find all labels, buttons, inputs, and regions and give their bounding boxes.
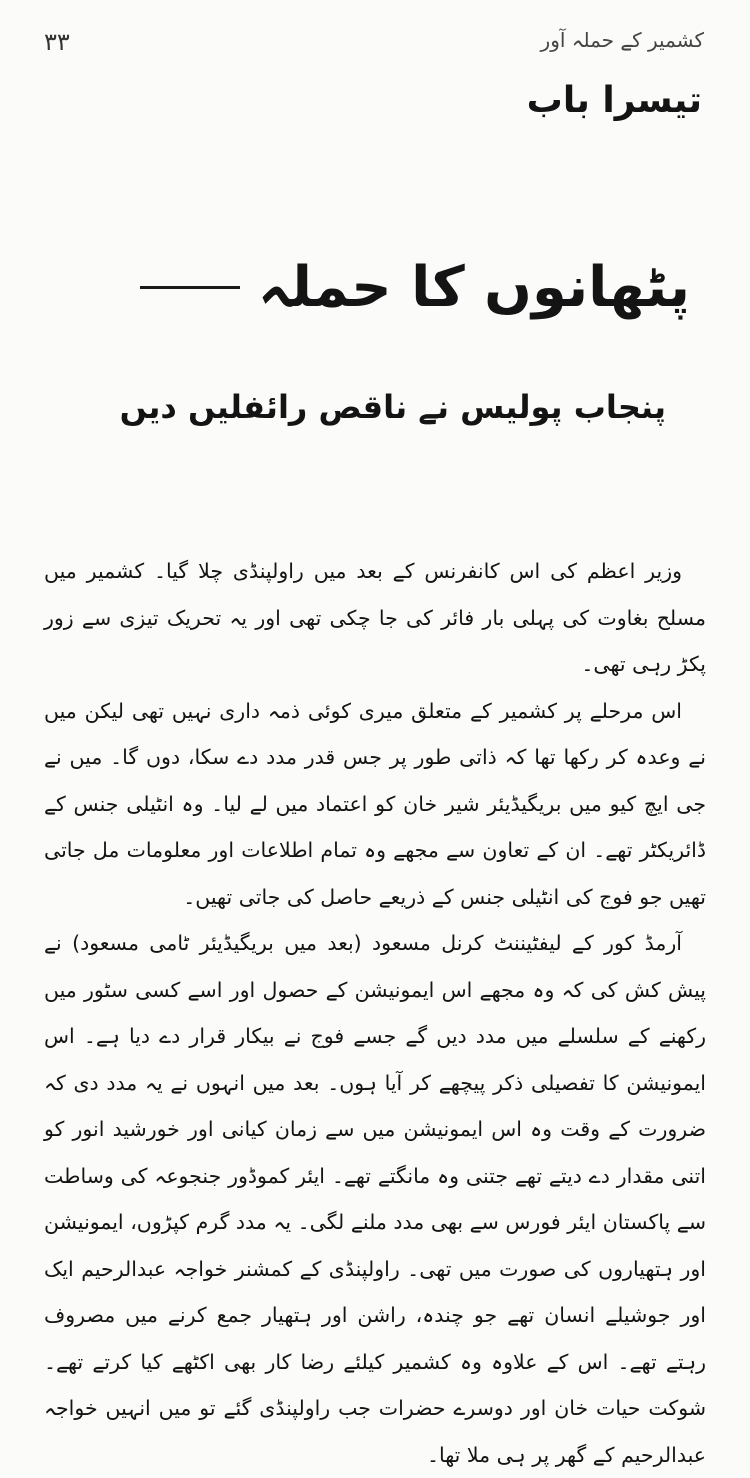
- title-dash: [140, 286, 240, 289]
- section-title-row: [140, 255, 690, 320]
- section-title: پٹھانوں کا حملہ: [258, 255, 690, 320]
- page-number: ۳۳: [44, 28, 70, 56]
- body-text: [44, 548, 706, 1478]
- running-head: کشمیر کے حملہ آور: [540, 28, 704, 52]
- paragraph: وزیر اعظم کی اس کانفرنس کے بعد میں راولپنڈی چلا گیا۔ کشمیر میں مسلح بغاوت کی پہلی بار فائر کی جا چکی تھی اور یہ تحریک تیزی سے زور پکڑ رہی تھی۔: [44, 559, 706, 676]
- chapter-title: تیسرا باب: [526, 80, 702, 121]
- paragraph: اس مرحلے پر کشمیر کے متعلق میری کوئی ذمہ داری نہیں تھی لیکن میں نے وعدہ کر رکھا تھا کہ ذاتی طور پر جس قدر مدد دے سکا، دوں گا۔ میں نے جی ایچ کیو میں بریگیڈیئر شیر خان کو اعتماد میں لے لیا۔ وہ انٹیلی جنس کے ڈائریکٹر تھے۔ ان کے تعاون سے مجھے وہ تمام اطلاعات اور معلومات مل جاتی تھیں جو فوج کی انٹیلی جنس کے ذریعے حاصل کی جاتی تھیں۔: [44, 698, 706, 909]
- paragraph: آرمڈ کور کے لیفٹیننٹ کرنل مسعود (بعد میں بریگیڈیئر ٹامی مسعود) نے پیش کش کی کہ وہ مجھے اس ایمونیشن کے حصول اور اسے کسی سٹور میں رکھنے کے سلسلے میں مدد دیں گے جسے فوج نے بیکار قرار دے دیا ہے۔ اس ایمونیشن کا تفصیلی ذکر پیچھے کر آیا ہوں۔ بعد میں انہوں نے یہ مدد دی کہ ضرورت کے وقت وہ اس ایمونیشن میں سے زمان کیانی اور خورشید انور کو اتنی مقدار دے دیتے تھے جتنی وہ مانگتے تھے۔ ایئر کموڈور جنجوعہ کی وساطت سے پاکستان ایئر فورس سے بھی مدد ملنے لگی۔ یہ مدد گرم کپڑوں، ایمونیشن اور ہتھیاروں کی صورت میں تھی۔ راولپنڈی کے کمشنر خواجہ عبدالرحیم ایک اور جوشیلے انسان تھے جو چندہ، راشن اور ہتھیار جمع کرنے میں مصروف رہتے تھے۔ اس کے علاوہ وہ کشمیر کیلئے رضا کار بھی اکٹھے کیا کرتے تھے۔ شوکت حیات خان اور دوسرے حضرات جب راولپنڈی گئے تو میں انہیں خواجہ عبدالرحیم کے گھر پر ہی ملا تھا۔: [44, 931, 706, 1467]
- section-subtitle: پنجاب پولیس نے ناقص رائفلیں دیں: [119, 388, 666, 426]
